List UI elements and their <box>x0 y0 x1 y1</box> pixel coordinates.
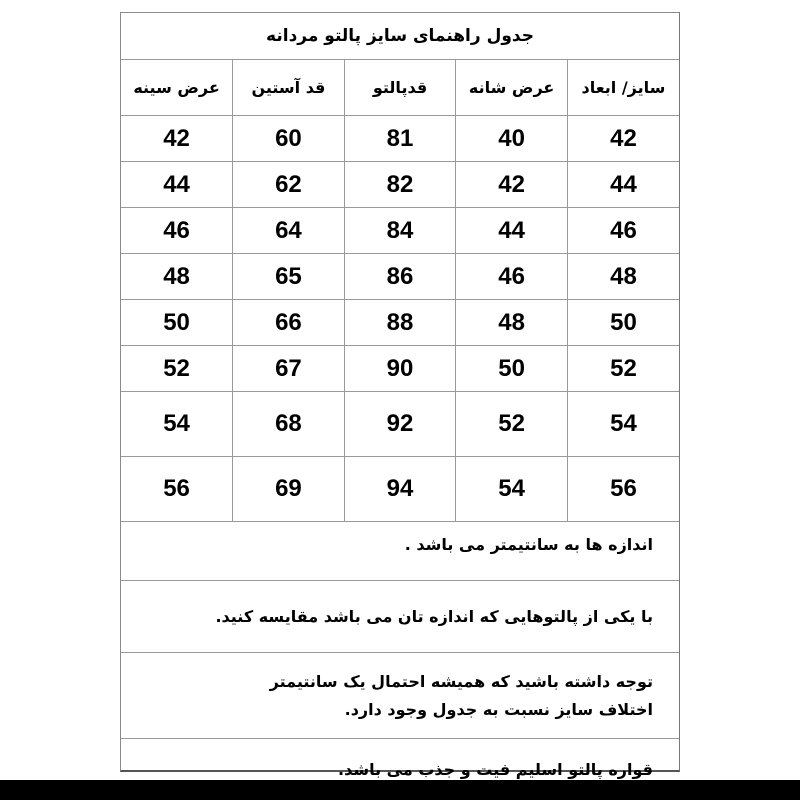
cell-size: 42 <box>567 116 679 162</box>
note-compare <box>121 581 679 653</box>
cell-chest-width: 44 <box>121 162 233 208</box>
table-row <box>121 392 679 457</box>
cell-sleeve-length: 60 <box>233 116 345 162</box>
cell-chest-width: 46 <box>121 208 233 254</box>
table-row <box>121 116 679 162</box>
cell-size: 56 <box>567 457 679 522</box>
cell-coat-length: 86 <box>344 254 456 300</box>
cell-chest-width: 42 <box>121 116 233 162</box>
cell-shoulder-width: 48 <box>456 300 568 346</box>
cell-shoulder-width: 42 <box>456 162 568 208</box>
cell-sleeve-length: 64 <box>233 208 345 254</box>
cell-size: 52 <box>567 346 679 392</box>
table-row <box>121 346 679 392</box>
note-compare-text: با یکی از پالتوهایی که اندازه تان می باشد مقایسه کنید. <box>215 606 653 626</box>
header-coat-length: قدپالتو <box>344 60 456 116</box>
header-size: سایز/ ابعاد <box>567 60 679 116</box>
cell-size: 54 <box>567 392 679 457</box>
cell-sleeve-length: 68 <box>233 392 345 457</box>
cell-coat-length: 81 <box>344 116 456 162</box>
cell-sleeve-length: 62 <box>233 162 345 208</box>
note-tolerance-line1: توجه داشته باشید که همیشه احتمال یک سانتیمتر <box>269 671 653 691</box>
cell-coat-length: 90 <box>344 346 456 392</box>
header-row <box>121 60 679 116</box>
cell-shoulder-width: 40 <box>456 116 568 162</box>
cell-sleeve-length: 66 <box>233 300 345 346</box>
cell-chest-width: 56 <box>121 457 233 522</box>
cell-shoulder-width: 44 <box>456 208 568 254</box>
cell-sleeve-length: 65 <box>233 254 345 300</box>
table-row <box>121 300 679 346</box>
cell-size: 46 <box>567 208 679 254</box>
header-sleeve-length: قد آستین <box>233 60 345 116</box>
size-guide-sheet <box>120 12 680 779</box>
bottom-border-bar <box>0 780 800 800</box>
note-tolerance-line2: اختلاف سایز نسبت به جدول وجود دارد. <box>344 699 653 719</box>
table-row <box>121 162 679 208</box>
table-row <box>121 208 679 254</box>
notes-section <box>121 509 679 801</box>
header-shoulder-width: عرض شانه <box>456 60 568 116</box>
cell-chest-width: 50 <box>121 300 233 346</box>
cell-sleeve-length: 69 <box>233 457 345 522</box>
cell-sleeve-length: 67 <box>233 346 345 392</box>
cell-size: 48 <box>567 254 679 300</box>
note-units-text: اندازه ها به سانتیمتر می باشد . <box>404 534 653 554</box>
note-tolerance <box>121 653 679 739</box>
cell-coat-length: 94 <box>344 457 456 522</box>
cell-shoulder-width: 50 <box>456 346 568 392</box>
cell-size: 50 <box>567 300 679 346</box>
cell-chest-width: 48 <box>121 254 233 300</box>
cell-coat-length: 88 <box>344 300 456 346</box>
cell-coat-length: 84 <box>344 208 456 254</box>
cell-shoulder-width: 54 <box>456 457 568 522</box>
cell-chest-width: 54 <box>121 392 233 457</box>
cell-coat-length: 92 <box>344 392 456 457</box>
table-title: جدول راهنمای سایز پالتو مردانه <box>121 13 679 60</box>
table-row <box>121 254 679 300</box>
note-fit-text: قواره پالتو اسلیم فیت و جذب می باشد. <box>338 760 653 779</box>
cell-coat-length: 82 <box>344 162 456 208</box>
size-table <box>121 59 679 522</box>
header-chest-width: عرض سینه <box>121 60 233 116</box>
cell-shoulder-width: 46 <box>456 254 568 300</box>
cell-shoulder-width: 52 <box>456 392 568 457</box>
cell-size: 44 <box>567 162 679 208</box>
cell-chest-width: 52 <box>121 346 233 392</box>
note-units <box>121 509 679 581</box>
